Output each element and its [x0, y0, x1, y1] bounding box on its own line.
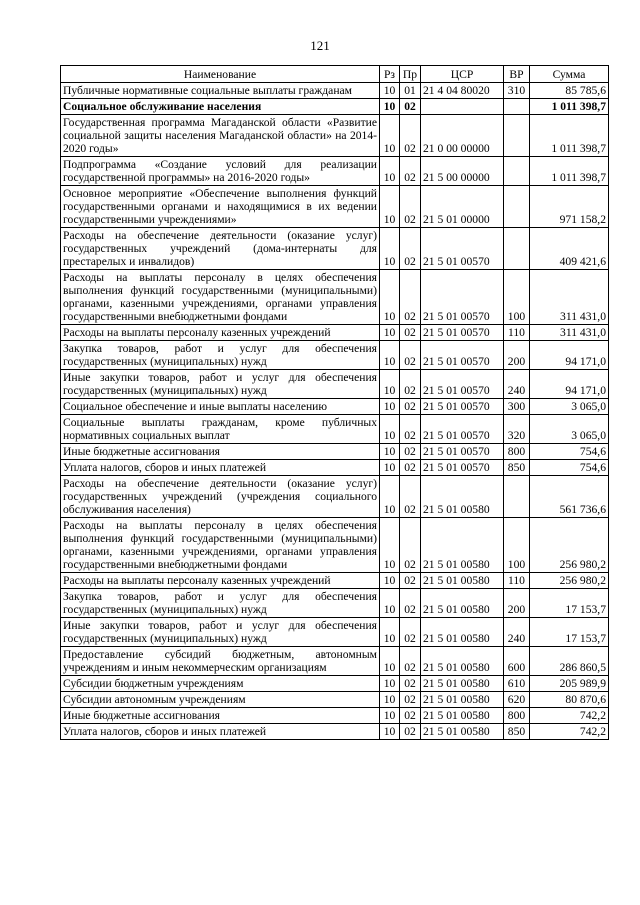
table-row — [61, 518, 609, 573]
cell-name: Закупка товаров, работ и услуг для обеспечения государственных (муниципальных) нужд — [61, 589, 380, 618]
cell-vr — [504, 99, 530, 115]
cell-sum: 94 171,0 — [530, 370, 609, 399]
page-number: 121 — [310, 38, 330, 53]
cell-sum: 205 989,9 — [530, 676, 609, 692]
cell-vr: 300 — [504, 399, 530, 415]
table-row — [61, 228, 609, 270]
cell-sum: 311 431,0 — [530, 325, 609, 341]
table-row — [61, 573, 609, 589]
cell-rz: 10 — [380, 270, 400, 325]
cell-pr: 02 — [400, 341, 421, 370]
cell-name: Предоставление субсидий бюджетным, автономным учреждениям и иным некоммерческим организациям — [61, 647, 380, 676]
cell-sum: 286 860,5 — [530, 647, 609, 676]
cell-name: Иные закупки товаров, работ и услуг для обеспечения государственных (муниципальных) нужд — [61, 618, 380, 647]
table-row — [61, 692, 609, 708]
table-row — [61, 724, 609, 740]
cell-csr: 21 5 01 00580 — [421, 573, 504, 589]
cell-rz: 10 — [380, 115, 400, 157]
cell-name: Расходы на выплаты персоналу казенных учреждений — [61, 325, 380, 341]
cell-pr: 02 — [400, 724, 421, 740]
cell-vr: 200 — [504, 589, 530, 618]
cell-rz: 10 — [380, 186, 400, 228]
table-row — [61, 341, 609, 370]
table-row — [61, 460, 609, 476]
table-row — [61, 325, 609, 341]
cell-vr: 800 — [504, 708, 530, 724]
cell-pr: 02 — [400, 476, 421, 518]
cell-csr: 21 5 01 00570 — [421, 228, 504, 270]
cell-sum: 85 785,6 — [530, 83, 609, 99]
cell-csr: 21 0 00 00000 — [421, 115, 504, 157]
table-row — [61, 83, 609, 99]
cell-csr: 21 5 01 00000 — [421, 186, 504, 228]
cell-name: Уплата налогов, сборов и иных платежей — [61, 724, 380, 740]
cell-name: Расходы на обеспечение деятельности (оказание услуг) государственных учреждений (дома-интернаты для престарелых и инвалидов) — [61, 228, 380, 270]
table-row — [61, 115, 609, 157]
cell-rz: 10 — [380, 573, 400, 589]
cell-vr: 310 — [504, 83, 530, 99]
cell-pr: 02 — [400, 647, 421, 676]
cell-name: Расходы на выплаты персоналу в целях обеспечения выполнения функций государственными (муниципальными) органами, казенными учреждениями, органами управления государственными внебюджетными фондами — [61, 518, 380, 573]
cell-name: Публичные нормативные социальные выплаты гражданам — [61, 83, 380, 99]
cell-rz: 10 — [380, 444, 400, 460]
cell-csr: 21 5 01 00570 — [421, 341, 504, 370]
cell-rz: 10 — [380, 460, 400, 476]
cell-name: Иные бюджетные ассигнования — [61, 444, 380, 460]
cell-vr: 850 — [504, 724, 530, 740]
cell-sum: 311 431,0 — [530, 270, 609, 325]
cell-name: Расходы на обеспечение деятельности (оказание услуг) государственных учреждений (учреждения социального обслуживания населения) — [61, 476, 380, 518]
cell-csr: 21 5 01 00580 — [421, 676, 504, 692]
cell-csr: 21 5 01 00570 — [421, 370, 504, 399]
cell-sum: 971 158,2 — [530, 186, 609, 228]
cell-sum: 1 011 398,7 — [530, 157, 609, 186]
cell-rz: 10 — [380, 618, 400, 647]
cell-pr: 02 — [400, 692, 421, 708]
budget-table — [60, 65, 609, 740]
cell-vr: 240 — [504, 370, 530, 399]
cell-csr: 21 5 01 00580 — [421, 618, 504, 647]
table-row — [61, 589, 609, 618]
cell-pr: 02 — [400, 573, 421, 589]
cell-rz: 10 — [380, 341, 400, 370]
cell-vr: 800 — [504, 444, 530, 460]
cell-csr: 21 5 01 00580 — [421, 692, 504, 708]
header-pr: Пр — [400, 66, 421, 83]
cell-name: Уплата налогов, сборов и иных платежей — [61, 460, 380, 476]
cell-sum: 1 011 398,7 — [530, 99, 609, 115]
cell-vr: 620 — [504, 692, 530, 708]
cell-sum: 256 980,2 — [530, 518, 609, 573]
cell-sum: 94 171,0 — [530, 341, 609, 370]
cell-name: Социальные выплаты гражданам, кроме публичных нормативных социальных выплат — [61, 415, 380, 444]
cell-csr: 21 5 01 00580 — [421, 647, 504, 676]
cell-sum: 561 736,6 — [530, 476, 609, 518]
cell-pr: 02 — [400, 518, 421, 573]
cell-vr: 100 — [504, 518, 530, 573]
cell-csr: 21 5 01 00570 — [421, 270, 504, 325]
cell-csr: 21 4 04 80020 — [421, 83, 504, 99]
cell-vr — [504, 228, 530, 270]
cell-vr: 320 — [504, 415, 530, 444]
cell-rz: 10 — [380, 325, 400, 341]
header-csr: ЦСР — [421, 66, 504, 83]
cell-sum: 256 980,2 — [530, 573, 609, 589]
cell-vr: 100 — [504, 270, 530, 325]
cell-rz: 10 — [380, 99, 400, 115]
cell-name: Иные бюджетные ассигнования — [61, 708, 380, 724]
cell-sum: 80 870,6 — [530, 692, 609, 708]
cell-pr: 02 — [400, 589, 421, 618]
cell-rz: 10 — [380, 476, 400, 518]
cell-name: Социальное обслуживание населения — [61, 99, 380, 115]
cell-pr: 02 — [400, 115, 421, 157]
cell-vr: 110 — [504, 573, 530, 589]
cell-csr: 21 5 01 00580 — [421, 476, 504, 518]
cell-csr: 21 5 01 00570 — [421, 415, 504, 444]
cell-pr: 02 — [400, 99, 421, 115]
cell-name: Социальное обеспечение и иные выплаты населению — [61, 399, 380, 415]
cell-csr: 21 5 01 00570 — [421, 399, 504, 415]
cell-sum: 3 065,0 — [530, 399, 609, 415]
cell-name: Закупка товаров, работ и услуг для обеспечения государственных (муниципальных) нужд — [61, 341, 380, 370]
cell-pr: 02 — [400, 270, 421, 325]
cell-rz: 10 — [380, 708, 400, 724]
header-rz: Рз — [380, 66, 400, 83]
cell-sum: 742,2 — [530, 708, 609, 724]
cell-rz: 10 — [380, 647, 400, 676]
cell-pr: 02 — [400, 228, 421, 270]
cell-name: Иные закупки товаров, работ и услуг для обеспечения государственных (муниципальных) нужд — [61, 370, 380, 399]
cell-sum: 409 421,6 — [530, 228, 609, 270]
cell-pr: 02 — [400, 618, 421, 647]
table-row — [61, 157, 609, 186]
cell-rz: 10 — [380, 724, 400, 740]
cell-vr — [504, 476, 530, 518]
cell-pr: 02 — [400, 444, 421, 460]
cell-pr: 02 — [400, 708, 421, 724]
table-row — [61, 399, 609, 415]
cell-sum: 742,2 — [530, 724, 609, 740]
table-row — [61, 186, 609, 228]
cell-pr: 01 — [400, 83, 421, 99]
cell-csr: 21 5 00 00000 — [421, 157, 504, 186]
cell-pr: 02 — [400, 186, 421, 228]
cell-sum: 754,6 — [530, 444, 609, 460]
cell-name: Расходы на выплаты персоналу в целях обеспечения выполнения функций государственными (муниципальными) органами, казенными учреждениями, органами управления государственными внебюджетными фондами — [61, 270, 380, 325]
cell-vr: 240 — [504, 618, 530, 647]
cell-name: Государственная программа Магаданской области «Развитие социальной защиты населения Магаданской области» на 2014-2020 годы» — [61, 115, 380, 157]
cell-rz: 10 — [380, 157, 400, 186]
cell-csr: 21 5 01 00570 — [421, 325, 504, 341]
cell-vr — [504, 186, 530, 228]
cell-rz: 10 — [380, 228, 400, 270]
cell-name: Основное мероприятие «Обеспечение выполнения функций государственными органами и находящимися в их ведении государственными учреждениями» — [61, 186, 380, 228]
table-row — [61, 99, 609, 115]
cell-pr: 02 — [400, 460, 421, 476]
cell-vr: 110 — [504, 325, 530, 341]
cell-pr: 02 — [400, 325, 421, 341]
table-row — [61, 476, 609, 518]
cell-csr — [421, 99, 504, 115]
cell-sum: 17 153,7 — [530, 618, 609, 647]
cell-vr: 600 — [504, 647, 530, 676]
cell-rz: 10 — [380, 399, 400, 415]
cell-rz: 10 — [380, 692, 400, 708]
cell-csr: 21 5 01 00580 — [421, 518, 504, 573]
cell-name: Расходы на выплаты персоналу казенных учреждений — [61, 573, 380, 589]
cell-pr: 02 — [400, 399, 421, 415]
cell-name: Субсидии бюджетным учреждениям — [61, 676, 380, 692]
cell-csr: 21 5 01 00580 — [421, 589, 504, 618]
cell-rz: 10 — [380, 370, 400, 399]
cell-vr: 200 — [504, 341, 530, 370]
cell-csr: 21 5 01 00580 — [421, 724, 504, 740]
table-header-row — [61, 66, 609, 83]
cell-pr: 02 — [400, 370, 421, 399]
cell-csr: 21 5 01 00570 — [421, 460, 504, 476]
table-row — [61, 415, 609, 444]
cell-csr: 21 5 01 00570 — [421, 444, 504, 460]
cell-pr: 02 — [400, 676, 421, 692]
header-sum: Сумма — [530, 66, 609, 83]
cell-name: Подпрограмма «Создание условий для реализации государственной программы» на 2016-2020 годы» — [61, 157, 380, 186]
table-row — [61, 270, 609, 325]
cell-vr — [504, 115, 530, 157]
cell-csr: 21 5 01 00580 — [421, 708, 504, 724]
cell-sum: 754,6 — [530, 460, 609, 476]
table-row — [61, 444, 609, 460]
cell-pr: 02 — [400, 415, 421, 444]
header-vr: ВР — [504, 66, 530, 83]
cell-rz: 10 — [380, 83, 400, 99]
table-row — [61, 618, 609, 647]
cell-rz: 10 — [380, 589, 400, 618]
table-row — [61, 647, 609, 676]
cell-sum: 1 011 398,7 — [530, 115, 609, 157]
cell-sum: 3 065,0 — [530, 415, 609, 444]
cell-pr: 02 — [400, 157, 421, 186]
table-body — [61, 83, 609, 740]
cell-rz: 10 — [380, 415, 400, 444]
table-row — [61, 676, 609, 692]
table-row — [61, 370, 609, 399]
cell-rz: 10 — [380, 676, 400, 692]
cell-vr: 850 — [504, 460, 530, 476]
cell-vr: 610 — [504, 676, 530, 692]
table-row — [61, 708, 609, 724]
cell-rz: 10 — [380, 518, 400, 573]
cell-vr — [504, 157, 530, 186]
cell-name: Субсидии автономным учреждениям — [61, 692, 380, 708]
cell-sum: 17 153,7 — [530, 589, 609, 618]
header-name: Наименование — [61, 66, 380, 83]
